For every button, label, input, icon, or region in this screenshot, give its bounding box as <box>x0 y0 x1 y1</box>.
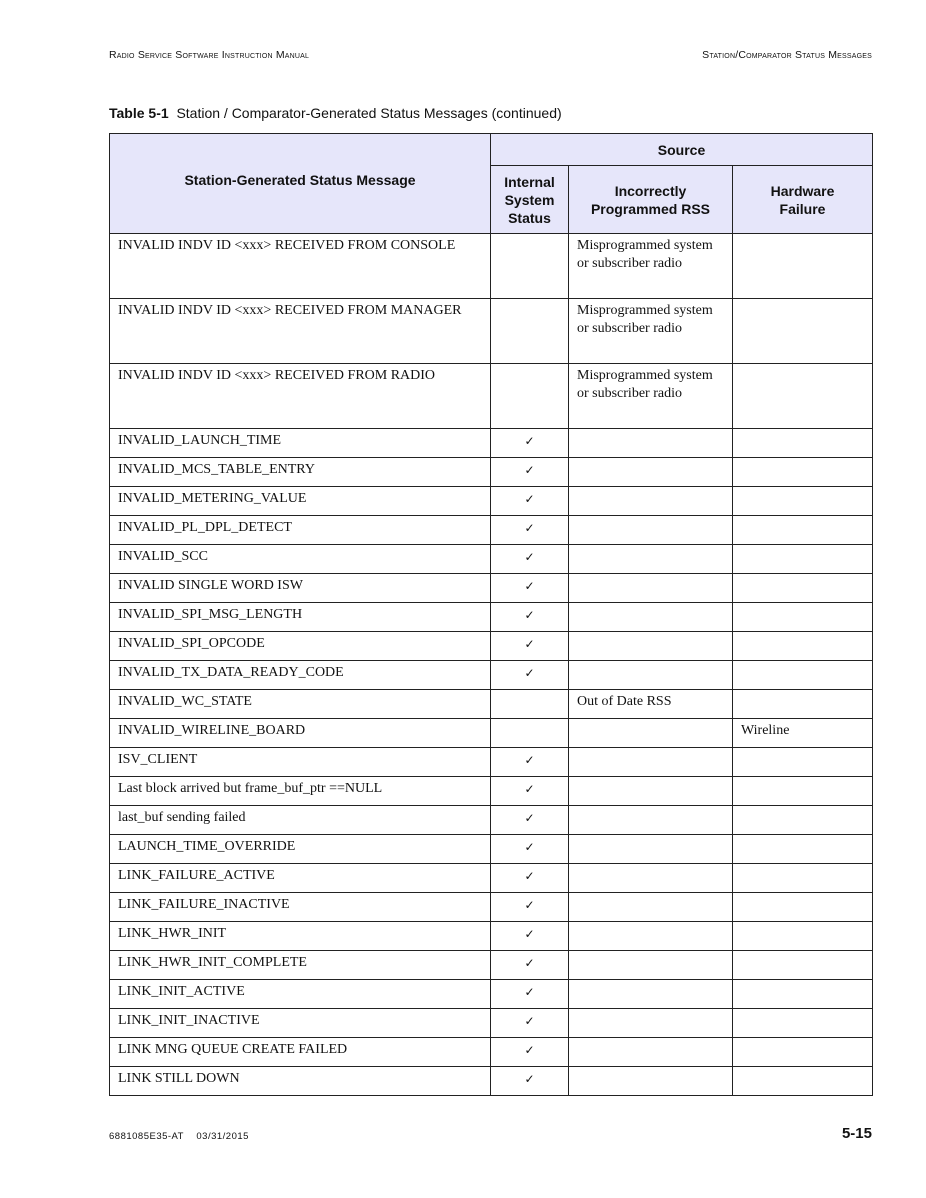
message-cell: INVALID_SPI_MSG_LENGTH <box>110 603 491 632</box>
table-row <box>110 487 873 516</box>
table-row <box>110 748 873 777</box>
message-cell: INVALID SINGLE WORD ISW <box>110 574 491 603</box>
check-icon: ✓ <box>491 545 569 574</box>
internal-cell <box>491 299 569 364</box>
rss-cell <box>569 516 733 545</box>
table-row <box>110 234 873 299</box>
rss-cell: Misprogrammed system or subscriber radio <box>569 364 733 429</box>
hw-cell <box>733 1009 873 1038</box>
check-icon: ✓ <box>491 1067 569 1096</box>
status-messages-table <box>109 133 873 1096</box>
rss-cell <box>569 777 733 806</box>
rss-cell: Out of Date RSS <box>569 690 733 719</box>
check-icon: ✓ <box>491 603 569 632</box>
table-row <box>110 364 873 429</box>
message-cell: LINK_HWR_INIT <box>110 922 491 951</box>
rss-cell <box>569 748 733 777</box>
hw-cell <box>733 574 873 603</box>
rss-cell <box>569 806 733 835</box>
hw-cell <box>733 516 873 545</box>
message-cell: LINK STILL DOWN <box>110 1067 491 1096</box>
hw-cell <box>733 922 873 951</box>
hw-cell <box>733 864 873 893</box>
table-row <box>110 1067 873 1096</box>
message-cell: last_buf sending failed <box>110 806 491 835</box>
hw-cell <box>733 980 873 1009</box>
check-icon: ✓ <box>491 458 569 487</box>
message-cell: INVALID INDV ID <xxx> RECEIVED FROM MANAGER <box>110 299 491 364</box>
table-row <box>110 632 873 661</box>
message-cell: LAUNCH_TIME_OVERRIDE <box>110 835 491 864</box>
internal-cell <box>491 719 569 748</box>
rss-cell <box>569 429 733 458</box>
table-row <box>110 574 873 603</box>
hw-cell <box>733 299 873 364</box>
hw-cell <box>733 893 873 922</box>
rss-cell <box>569 603 733 632</box>
message-cell: INVALID_TX_DATA_READY_CODE <box>110 661 491 690</box>
rss-cell <box>569 487 733 516</box>
check-icon: ✓ <box>491 922 569 951</box>
rss-cell <box>569 1038 733 1067</box>
hw-cell <box>733 364 873 429</box>
table-row <box>110 1009 873 1038</box>
table-caption <box>109 105 562 121</box>
message-cell: Last block arrived but frame_buf_ptr ==NULL <box>110 777 491 806</box>
message-cell: INVALID_WIRELINE_BOARD <box>110 719 491 748</box>
rss-cell <box>569 661 733 690</box>
rss-cell <box>569 922 733 951</box>
hw-cell <box>733 806 873 835</box>
col-header-source: Source <box>491 134 873 166</box>
table-row <box>110 516 873 545</box>
hw-cell <box>733 603 873 632</box>
message-cell: LINK_HWR_INIT_COMPLETE <box>110 951 491 980</box>
col-header-hw: Hardware Failure <box>733 166 873 234</box>
table-row <box>110 864 873 893</box>
rss-cell <box>569 458 733 487</box>
check-icon: ✓ <box>491 429 569 458</box>
table-row <box>110 545 873 574</box>
col-header-message: Station-Generated Status Message <box>110 134 491 234</box>
table-row <box>110 893 873 922</box>
rss-cell: Misprogrammed system or subscriber radio <box>569 234 733 299</box>
table-row <box>110 299 873 364</box>
rss-cell <box>569 951 733 980</box>
rss-cell <box>569 719 733 748</box>
check-icon: ✓ <box>491 574 569 603</box>
hw-cell <box>733 458 873 487</box>
message-cell: INVALID_METERING_VALUE <box>110 487 491 516</box>
col-header-rss: Incorrectly Programmed RSS <box>569 166 733 234</box>
message-cell: INVALID_WC_STATE <box>110 690 491 719</box>
check-icon: ✓ <box>491 661 569 690</box>
hw-cell <box>733 632 873 661</box>
caption-text: Station / Comparator-Generated Status Messages (continued) <box>176 105 562 121</box>
message-cell: LINK MNG QUEUE CREATE FAILED <box>110 1038 491 1067</box>
check-icon: ✓ <box>491 835 569 864</box>
hw-cell <box>733 545 873 574</box>
hw-cell <box>733 1067 873 1096</box>
rss-cell: Misprogrammed system or subscriber radio <box>569 299 733 364</box>
table-row <box>110 458 873 487</box>
check-icon: ✓ <box>491 864 569 893</box>
internal-cell <box>491 234 569 299</box>
table-row <box>110 835 873 864</box>
rss-cell <box>569 864 733 893</box>
caption-label: Table 5-1 <box>109 105 169 121</box>
message-cell: LINK_FAILURE_ACTIVE <box>110 864 491 893</box>
table-row <box>110 719 873 748</box>
message-cell: INVALID INDV ID <xxx> RECEIVED FROM RADIO <box>110 364 491 429</box>
message-cell: INVALID_MCS_TABLE_ENTRY <box>110 458 491 487</box>
rss-cell <box>569 1009 733 1038</box>
internal-cell <box>491 690 569 719</box>
running-header-left: Radio Service Software Instruction Manual <box>109 49 310 61</box>
col-header-internal: Internal System Status <box>491 166 569 234</box>
hw-cell <box>733 429 873 458</box>
check-icon: ✓ <box>491 980 569 1009</box>
message-cell: ISV_CLIENT <box>110 748 491 777</box>
hw-cell <box>733 234 873 299</box>
hw-cell <box>733 690 873 719</box>
rss-cell <box>569 574 733 603</box>
rss-cell <box>569 893 733 922</box>
message-cell: INVALID_SCC <box>110 545 491 574</box>
hw-cell <box>733 777 873 806</box>
message-cell: INVALID_SPI_OPCODE <box>110 632 491 661</box>
message-cell: LINK_INIT_ACTIVE <box>110 980 491 1009</box>
table-row <box>110 429 873 458</box>
table-row <box>110 951 873 980</box>
table-row <box>110 922 873 951</box>
check-icon: ✓ <box>491 806 569 835</box>
check-icon: ✓ <box>491 777 569 806</box>
check-icon: ✓ <box>491 1009 569 1038</box>
running-header-right: Station/Comparator Status Messages <box>702 49 872 61</box>
message-cell: LINK_INIT_INACTIVE <box>110 1009 491 1038</box>
message-cell: INVALID INDV ID <xxx> RECEIVED FROM CONSOLE <box>110 234 491 299</box>
hw-cell <box>733 951 873 980</box>
hw-cell <box>733 1038 873 1067</box>
message-cell: LINK_FAILURE_INACTIVE <box>110 893 491 922</box>
check-icon: ✓ <box>491 951 569 980</box>
check-icon: ✓ <box>491 893 569 922</box>
table-row <box>110 806 873 835</box>
message-cell: INVALID_PL_DPL_DETECT <box>110 516 491 545</box>
table-row <box>110 980 873 1009</box>
table-row <box>110 690 873 719</box>
check-icon: ✓ <box>491 516 569 545</box>
rss-cell <box>569 1067 733 1096</box>
check-icon: ✓ <box>491 1038 569 1067</box>
rss-cell <box>569 980 733 1009</box>
table-row <box>110 777 873 806</box>
check-icon: ✓ <box>491 632 569 661</box>
doc-number-date: 6881085E35-AT 03/31/2015 <box>109 1131 249 1142</box>
check-icon: ✓ <box>491 487 569 516</box>
hw-cell <box>733 748 873 777</box>
hw-cell <box>733 661 873 690</box>
table-row <box>110 1038 873 1067</box>
table-row <box>110 603 873 632</box>
page-number: 5-15 <box>841 1125 872 1142</box>
hw-cell <box>733 835 873 864</box>
check-icon: ✓ <box>491 748 569 777</box>
hw-cell <box>733 487 873 516</box>
rss-cell <box>569 632 733 661</box>
rss-cell <box>569 545 733 574</box>
hw-cell: Wireline <box>733 719 873 748</box>
message-cell: INVALID_LAUNCH_TIME <box>110 429 491 458</box>
rss-cell <box>569 835 733 864</box>
table-row <box>110 661 873 690</box>
internal-cell <box>491 364 569 429</box>
